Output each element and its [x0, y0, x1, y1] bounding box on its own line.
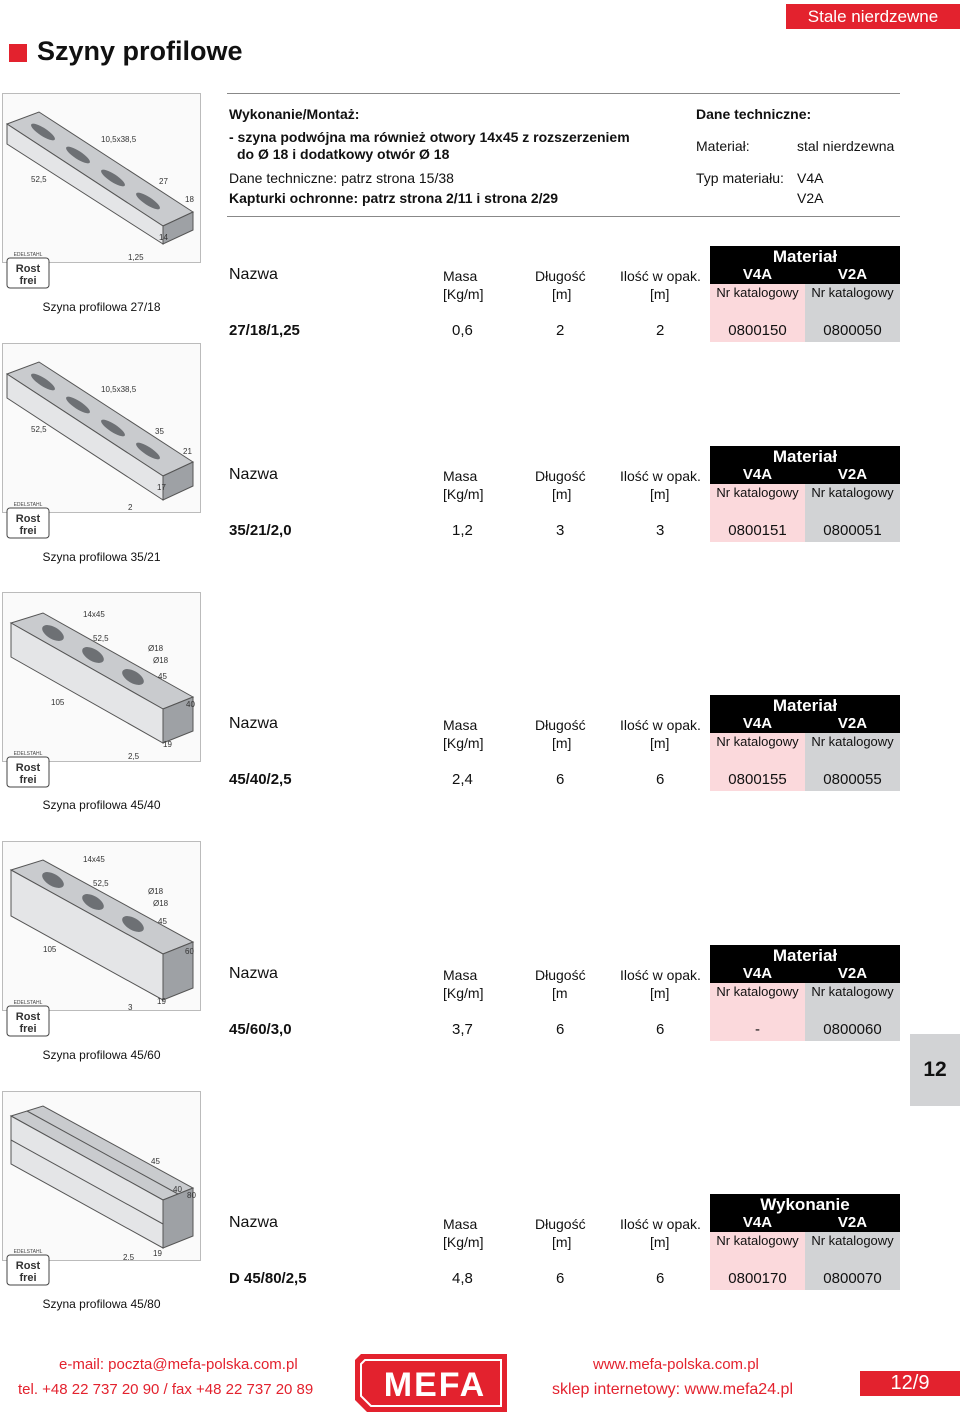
dim-label: 19: [157, 997, 166, 1006]
row-v4a-catalog: 0800155: [728, 771, 787, 788]
v4a-header: V4A: [742, 715, 773, 732]
v4a-header: V4A: [742, 1214, 773, 1231]
spec-table-45-60: [227, 945, 900, 1041]
dim-label: Ø18: [153, 656, 169, 665]
row-v4a-catalog: 0800151: [728, 522, 787, 539]
dim-label: 45: [158, 917, 167, 926]
dim-label: 105: [43, 945, 57, 954]
qty-unit: [m]: [650, 1234, 670, 1250]
badge-line-2: Rost: [15, 513, 41, 525]
v2a-header: V2A: [837, 266, 868, 283]
mass-header: Masa: [443, 1216, 478, 1232]
dim-label: Ø18: [148, 644, 164, 653]
v4a-header: V4A: [742, 266, 773, 283]
rail-drawing: [3, 593, 201, 762]
qty-unit: [m]: [650, 985, 670, 1001]
dim-label: 10,5x38,5: [101, 135, 137, 144]
rostfrei-badge: [6, 1247, 52, 1287]
dim-label: 52,5: [93, 634, 109, 643]
row-mass: 2,4: [452, 771, 473, 788]
material-header: Materiał: [772, 696, 838, 715]
rostfrei-badge: [6, 500, 52, 540]
rostfrei-badge: [6, 250, 52, 290]
dim-label: 105: [51, 698, 65, 707]
spec-table-45-80: [227, 1194, 900, 1290]
badge-line-3: frei: [19, 774, 37, 786]
v2a-header: V2A: [837, 1214, 868, 1231]
row-mass: 4,8: [452, 1270, 473, 1287]
dim-label: 52,5: [93, 879, 109, 888]
rail-drawing: [3, 344, 201, 513]
row-length: 6: [556, 1021, 565, 1038]
badge-line-2: Rost: [15, 263, 41, 275]
dim-label: 45: [158, 672, 167, 681]
row-v2a-catalog: 0800070: [823, 1270, 882, 1287]
rail-drawing: [3, 1092, 201, 1261]
assembly-line-1: - szyna podwójna ma również otwory 14x45 z rozszerzeniem: [229, 129, 630, 145]
row-v4a-catalog: 0800150: [728, 322, 787, 339]
badge-line-1: EDELSTAHL: [13, 1249, 43, 1255]
rostfrei-badge: [6, 749, 52, 789]
dim-label: 52,5: [31, 425, 47, 434]
row-length: 6: [556, 1270, 565, 1287]
material-header: Materiał: [772, 447, 838, 466]
dim-label: 2,5: [128, 752, 140, 761]
row-mass: 3,7: [452, 1021, 473, 1038]
qty-unit: [m]: [650, 735, 670, 751]
mass-header: Masa: [443, 967, 478, 983]
row-v2a-catalog: 0800051: [823, 522, 882, 539]
footer-phone: tel. +48 22 737 20 90 / fax +48 22 737 20 89: [18, 1381, 314, 1398]
length-header: Długość: [535, 967, 586, 983]
badge-line-1: EDELSTAHL: [13, 502, 43, 508]
mass-unit: [Kg/m]: [443, 735, 484, 751]
name-header: Nazwa: [229, 715, 278, 732]
material-header: Materiał: [772, 946, 838, 965]
footer-shop[interactable]: sklep internetowy: www.mefa24.pl: [552, 1381, 793, 1398]
footer-email[interactable]: e-mail: poczta@mefa-polska.com.pl: [59, 1356, 298, 1373]
mass-unit: [Kg/m]: [443, 1234, 484, 1250]
row-qty: 6: [656, 1270, 665, 1287]
dim-label: Ø18: [148, 887, 164, 896]
badge-line-2: Rost: [15, 1260, 41, 1272]
product-caption: Szyna profilowa 45/80: [42, 1297, 161, 1311]
v4a-header: V4A: [742, 466, 773, 483]
assembly-line-3: Dane techniczne: patrz strona 15/38: [229, 170, 454, 186]
badge-line-2: Rost: [15, 1011, 41, 1023]
page-number: 12/9: [860, 1371, 960, 1396]
qty-header: Ilość w opak.: [620, 268, 701, 284]
dim-label: 14x45: [83, 855, 105, 864]
rail-drawing: [3, 94, 201, 263]
v4a-catalog-header: Nr katalogowy: [716, 285, 799, 300]
v4a-catalog-header: Nr katalogowy: [716, 984, 799, 999]
dim-label: 35: [155, 427, 164, 436]
qty-unit: [m]: [650, 486, 670, 502]
mass-header: Masa: [443, 717, 478, 733]
qty-header: Ilość w opak.: [620, 717, 701, 733]
dim-label: 3: [128, 1003, 133, 1012]
badge-line-1: EDELSTAHL: [13, 252, 43, 258]
v2a-catalog-header: Nr katalogowy: [811, 734, 894, 749]
row-v2a-catalog: 0800060: [823, 1021, 882, 1038]
dim-label: 17: [157, 483, 166, 492]
mass-header: Masa: [443, 468, 478, 484]
dim-label: 40: [173, 1185, 182, 1194]
material-type-value-v2a: V2A: [797, 190, 824, 206]
name-header: Nazwa: [229, 466, 278, 483]
chapter-number: 12: [910, 1034, 960, 1106]
row-name: 27/18/1,25: [229, 322, 300, 339]
v2a-catalog-header: Nr katalogowy: [811, 984, 894, 999]
v4a-header: V4A: [742, 965, 773, 982]
v2a-header: V2A: [837, 466, 868, 483]
mass-unit: [Kg/m]: [443, 286, 484, 302]
product-caption: Szyna profilowa 45/60: [42, 1048, 161, 1062]
dim-label: 80: [187, 1191, 196, 1200]
product-image-27-18: [2, 93, 201, 263]
mass-unit: [Kg/m]: [443, 985, 484, 1001]
dim-label: 14x45: [83, 610, 105, 619]
dim-label: 60: [185, 947, 194, 956]
material-header: Materiał: [772, 247, 838, 266]
mefa-logo: [355, 1354, 507, 1412]
qty-header: Ilość w opak.: [620, 1216, 701, 1232]
v4a-catalog-header: Nr katalogowy: [716, 1233, 799, 1248]
badge-line-3: frei: [19, 1023, 37, 1035]
length-unit: [m]: [552, 486, 572, 502]
dim-label: 1,25: [128, 253, 144, 262]
length-header: Długość: [535, 717, 586, 733]
dim-label: 21: [183, 447, 192, 456]
row-mass: 1,2: [452, 522, 473, 539]
row-v2a-catalog: 0800055: [823, 771, 882, 788]
material-label: Materiał:: [696, 138, 750, 154]
product-image-45-60: [2, 841, 201, 1011]
assembly-heading: Wykonanie/Montaż:: [229, 106, 360, 122]
row-length: 6: [556, 771, 565, 788]
row-qty: 6: [656, 771, 665, 788]
spec-table-27-18: [227, 246, 900, 342]
badge-line-1: EDELSTAHL: [13, 751, 43, 757]
material-type-label: Typ materiału:: [696, 170, 784, 186]
length-unit: [m: [552, 985, 568, 1001]
page-title: Szyny profilowe: [37, 36, 243, 66]
info-bottom-rule: [227, 216, 900, 217]
length-unit: [m]: [552, 286, 572, 302]
dim-label: 52,5: [31, 175, 47, 184]
badge-line-2: Rost: [15, 762, 41, 774]
dim-label: 19: [163, 740, 172, 749]
v2a-catalog-header: Nr katalogowy: [811, 1233, 894, 1248]
footer-www[interactable]: www.mefa-polska.com.pl: [593, 1356, 759, 1373]
qty-unit: [m]: [650, 286, 670, 302]
v4a-catalog-header: Nr katalogowy: [716, 734, 799, 749]
info-top-rule: [227, 93, 900, 94]
dim-label: 2: [128, 503, 133, 512]
rail-drawing: [3, 842, 201, 1011]
logo-text: MEFA: [383, 1366, 487, 1404]
length-unit: [m]: [552, 1234, 572, 1250]
qty-header: Ilość w opak.: [620, 468, 701, 484]
product-caption: Szyna profilowa 45/40: [42, 798, 161, 812]
dim-label: 2,5: [123, 1253, 135, 1262]
dim-label: Ø18: [153, 899, 169, 908]
qty-header: Ilość w opak.: [620, 967, 701, 983]
length-unit: [m]: [552, 735, 572, 751]
dim-label: 40: [186, 700, 195, 709]
material-value: stal nierdzewna: [797, 138, 895, 154]
dim-label: 19: [153, 1249, 162, 1258]
row-name: 35/21/2,0: [229, 522, 292, 539]
product-image-35-21: [2, 343, 201, 513]
row-name: D 45/80/2,5: [229, 1270, 307, 1287]
name-header: Nazwa: [229, 1214, 278, 1231]
rostfrei-badge: [6, 998, 52, 1038]
spec-table-35-21: [227, 446, 900, 542]
product-image-45-40: [2, 592, 201, 762]
spec-table-45-40: [227, 695, 900, 791]
material-type-value-v4a: V4A: [797, 170, 824, 186]
assembly-line-4: Kapturki ochronne: patrz strona 2/11 i strona 2/29: [229, 190, 559, 206]
v2a-catalog-header: Nr katalogowy: [811, 485, 894, 500]
row-length: 2: [556, 322, 565, 339]
v2a-catalog-header: Nr katalogowy: [811, 285, 894, 300]
row-qty: 6: [656, 1021, 665, 1038]
length-header: Długość: [535, 268, 586, 284]
row-mass: 0,6: [452, 322, 473, 339]
product-image-45-80: [2, 1091, 201, 1261]
row-name: 45/40/2,5: [229, 771, 292, 788]
length-header: Długość: [535, 1216, 586, 1232]
dim-label: 45: [151, 1157, 160, 1166]
badge-line-3: frei: [19, 275, 37, 287]
badge-line-3: frei: [19, 1272, 37, 1284]
dim-label: 27: [159, 177, 168, 186]
row-v4a-catalog: 0800170: [728, 1270, 787, 1287]
row-v4a-catalog: -: [755, 1021, 760, 1038]
row-qty: 3: [656, 522, 665, 539]
mass-header: Masa: [443, 268, 478, 284]
mass-unit: [Kg/m]: [443, 486, 484, 502]
badge-line-1: EDELSTAHL: [13, 1000, 43, 1006]
length-header: Długość: [535, 468, 586, 484]
product-caption: Szyna profilowa 27/18: [42, 300, 161, 314]
tech-data-heading: Dane techniczne:: [696, 106, 812, 122]
row-v2a-catalog: 0800050: [823, 322, 882, 339]
v4a-catalog-header: Nr katalogowy: [716, 485, 799, 500]
v2a-header: V2A: [837, 965, 868, 982]
badge-line-3: frei: [19, 525, 37, 537]
row-name: 45/60/3,0: [229, 1021, 292, 1038]
dim-label: 14: [159, 233, 168, 242]
v2a-header: V2A: [837, 715, 868, 732]
product-caption: Szyna profilowa 35/21: [42, 550, 161, 564]
execution-header: Wykonanie: [760, 1195, 850, 1214]
row-length: 3: [556, 522, 565, 539]
category-tag: Stale nierdzewne: [786, 4, 960, 29]
dim-label: 10,5x38,5: [101, 385, 137, 394]
row-qty: 2: [656, 322, 665, 339]
assembly-line-2: do Ø 18 i dodatkowy otwór Ø 18: [237, 146, 450, 162]
title-square-marker: [9, 44, 27, 62]
name-header: Nazwa: [229, 965, 278, 982]
dim-label: 18: [185, 195, 194, 204]
name-header: Nazwa: [229, 266, 278, 283]
